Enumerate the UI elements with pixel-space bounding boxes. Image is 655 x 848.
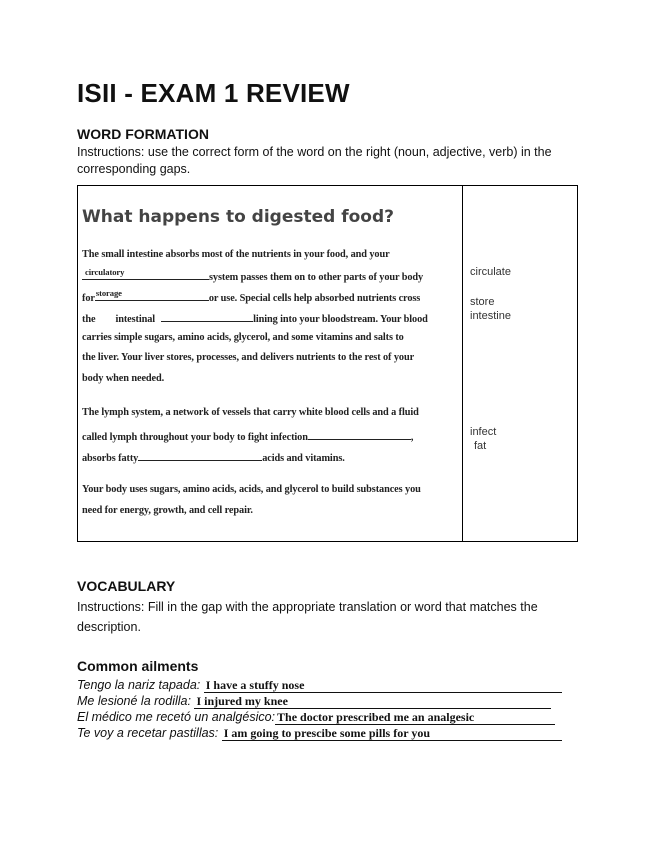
p1-line-4-b: intestinal bbox=[115, 314, 156, 325]
side-word-fat: fat bbox=[474, 440, 487, 452]
p1-line-4-text: lining into your bloodstream. Your blood bbox=[253, 314, 428, 325]
ailment-prompt: El médico me recetó un analgésico: bbox=[77, 710, 276, 724]
p2-line-3-text: absorbs fatty bbox=[82, 453, 139, 464]
gap-answer-storage: storage bbox=[95, 288, 122, 298]
exercise-subheading: What happens to digested food? bbox=[82, 207, 395, 227]
p1-line-4 bbox=[82, 311, 428, 325]
gap-answer-circulatory: circulatory bbox=[85, 267, 125, 277]
p1-line-1: The small intestine absorbs most of the nutrients in your food, and your bbox=[82, 249, 390, 260]
p1-line-6: the liver. Your liver stores, processes, and delivers nutrients to the rest of your bbox=[82, 352, 415, 363]
vocabulary-heading: VOCABULARY bbox=[77, 578, 176, 594]
p2-line-1: The lymph system, a network of vessels that carry white blood cells and a fluid bbox=[82, 407, 419, 418]
ailment-answer-field[interactable]: I am going to prescibe some pills for you bbox=[222, 727, 562, 741]
gap-intestinal[interactable] bbox=[161, 311, 253, 322]
p3-line-2: need for energy, growth, and cell repair. bbox=[82, 505, 253, 516]
p1-line-5: carries simple sugars, amino acids, glycerol, and some vitamins and salts to bbox=[82, 332, 404, 343]
p1-line-3-prefix: for bbox=[82, 293, 95, 304]
side-word-intestine: intestine bbox=[470, 310, 511, 322]
ailment-answer-field[interactable]: The doctor prescribed me an analgesic bbox=[275, 711, 555, 725]
vocab-instructions-line-1: Instructions: Fill in the gap with the appropriate translation or word that matches the bbox=[77, 600, 538, 614]
common-ailments-heading: Common ailments bbox=[77, 658, 199, 674]
ailment-answer-field[interactable]: I have a stuffy nose bbox=[204, 679, 562, 693]
p3-line-1: Your body uses sugars, amino acids, acids, and glycerol to build substances you bbox=[82, 484, 421, 495]
p2-line-2-comma: , bbox=[410, 432, 414, 443]
p2-line-2 bbox=[82, 429, 413, 443]
p1-line-2 bbox=[82, 269, 423, 283]
gap-storage[interactable] bbox=[95, 290, 209, 301]
gap-circulatory[interactable] bbox=[82, 269, 209, 280]
ailment-item bbox=[77, 710, 555, 725]
ailment-answer-field[interactable]: I injured my knee bbox=[194, 695, 551, 709]
vocabulary-instructions bbox=[77, 597, 538, 637]
ailment-prompt: Tengo la nariz tapada: bbox=[77, 678, 201, 692]
p1-line-2-text: system passes them on to other parts of your body bbox=[209, 272, 424, 283]
instructions-line-2: corresponding gaps. bbox=[77, 161, 191, 176]
gap-infection[interactable] bbox=[308, 429, 411, 440]
p1-line-7: body when needed. bbox=[82, 373, 165, 384]
ailment-item bbox=[77, 694, 551, 709]
table-column-divider bbox=[462, 185, 463, 542]
ailment-prompt: Me lesioné la rodilla: bbox=[77, 694, 191, 708]
p2-line-2-text: called lymph throughout your body to fight infection bbox=[82, 432, 308, 443]
p2-line-3 bbox=[82, 450, 345, 464]
p1-line-4-a: the bbox=[82, 314, 96, 325]
side-word-store: store bbox=[470, 296, 495, 308]
gap-fatty[interactable] bbox=[138, 450, 262, 461]
p2-line-3-rest: acids and vitamins. bbox=[262, 453, 345, 464]
side-word-infect: infect bbox=[470, 426, 497, 438]
word-formation-heading: WORD FORMATION bbox=[77, 126, 209, 142]
p1-line-3 bbox=[82, 290, 420, 304]
vocab-instructions-line-2: description. bbox=[77, 620, 141, 634]
ailment-item bbox=[77, 678, 562, 693]
page-title: ISII - EXAM 1 REVIEW bbox=[77, 78, 350, 108]
side-word-circulate: circulate bbox=[470, 266, 511, 278]
instructions-line-1: Instructions: use the correct form of the word on the right (noun, adjective, verb) in the bbox=[77, 145, 552, 159]
word-formation-instructions bbox=[77, 144, 597, 177]
ailment-prompt: Te voy a recetar pastillas: bbox=[77, 726, 219, 740]
p1-line-3-text: or use. Special cells help absorbed nutrients cross bbox=[208, 293, 421, 304]
ailment-item bbox=[77, 726, 562, 741]
